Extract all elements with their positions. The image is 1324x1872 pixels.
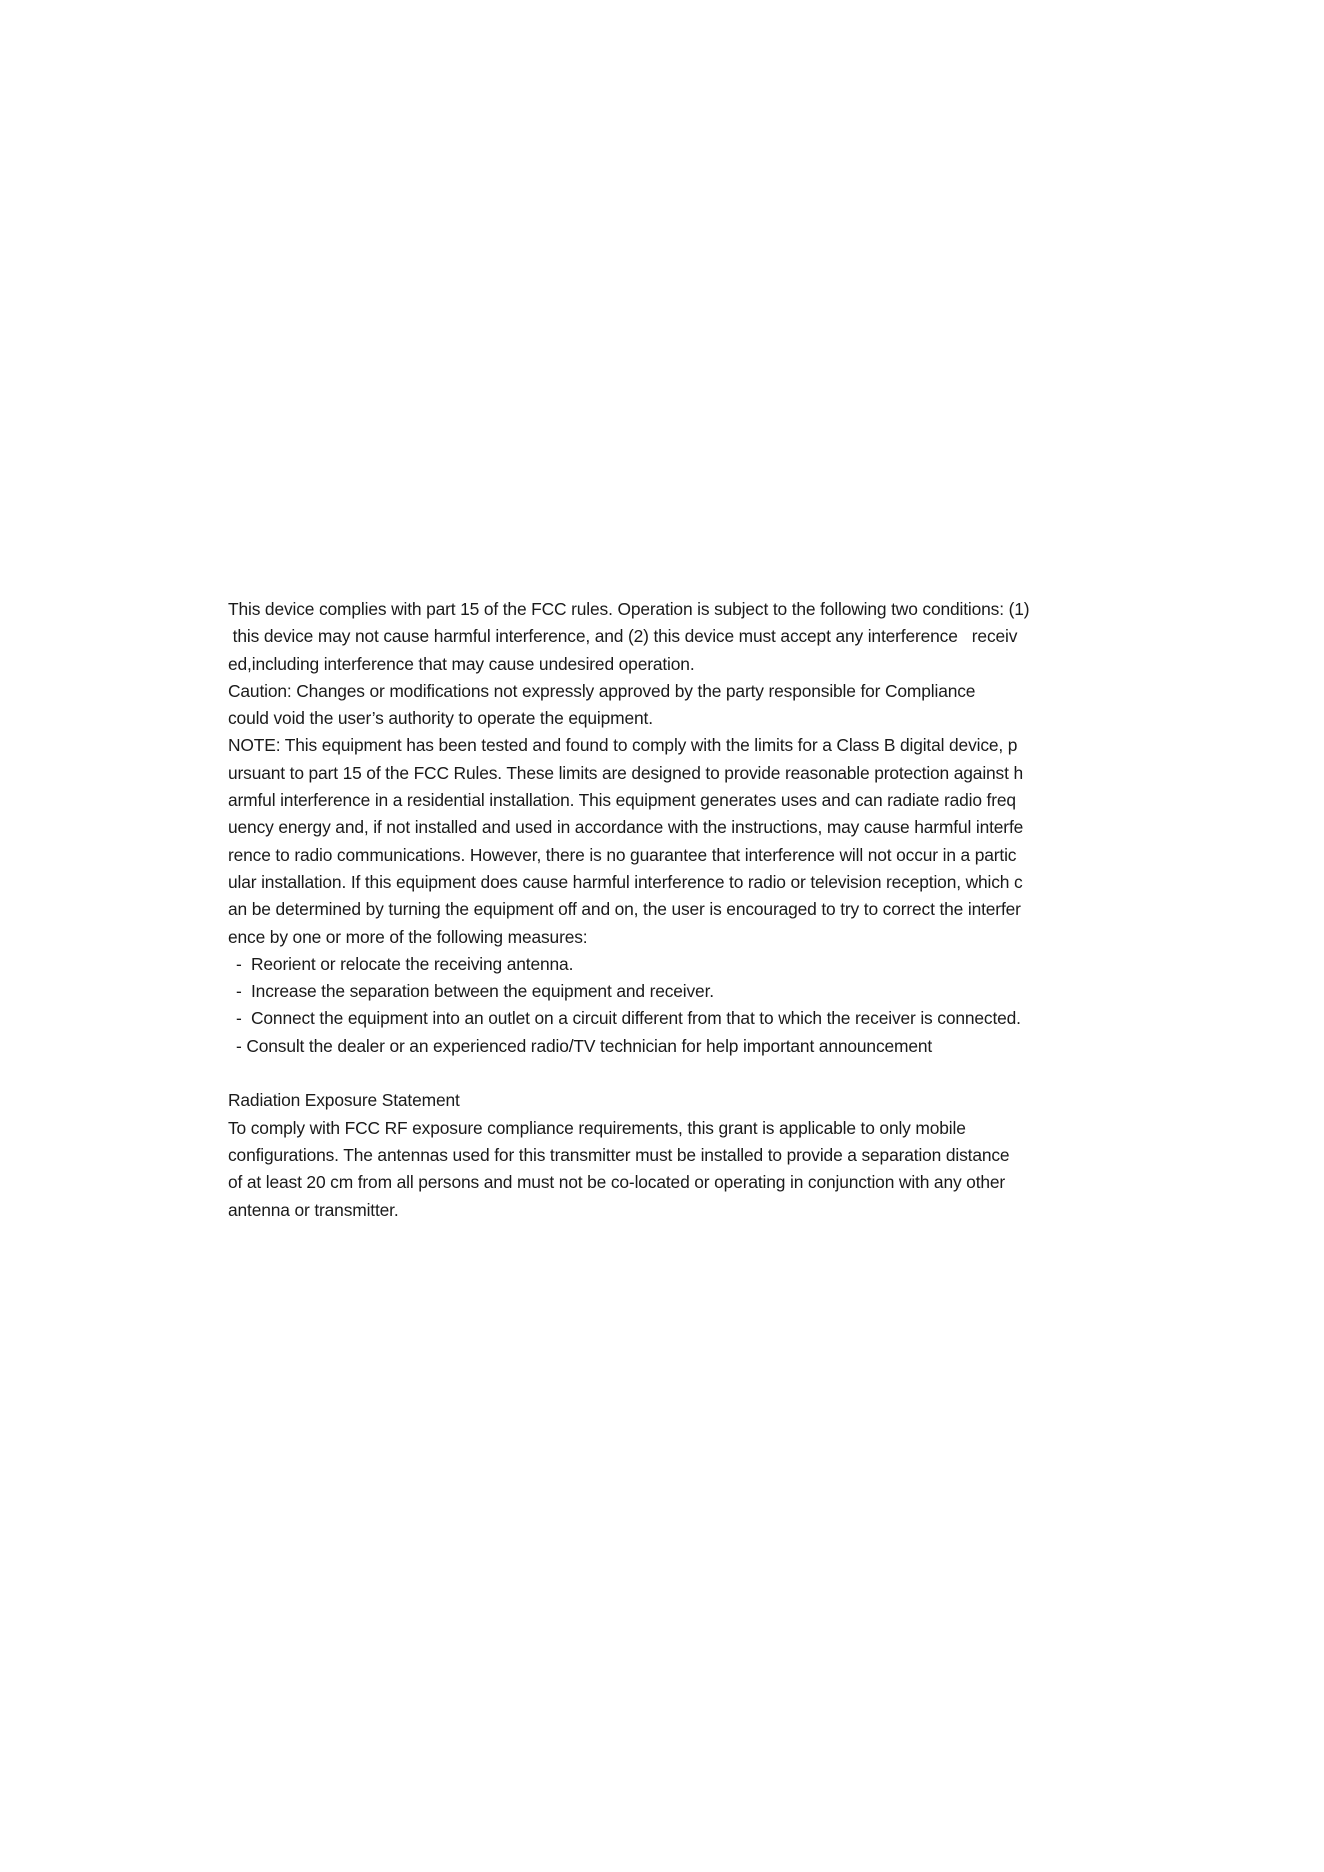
note-line: armful interference in a residential installation. This equipment generates uses and can radiate radio freq [228,790,1016,811]
measure-item: - Connect the equipment into an outlet on a circuit different from that to which the receiver is connected. [236,1008,1021,1029]
radiation-line: of at least 20 cm from all persons and must not be co-located or operating in conjunction with any other [228,1172,1006,1193]
radiation-line: To comply with FCC RF exposure compliance requirements, this grant is applicable to only mobile [228,1117,966,1138]
section-spacer [228,1060,1128,1087]
caution-line: could void the user’s authority to operate the equipment. [228,708,653,729]
measure-item: - Consult the dealer or an experienced radio/TV technician for help important announcement [236,1035,933,1056]
note-line: ence by one or more of the following measures: [228,926,588,947]
radiation-heading: Radiation Exposure Statement [228,1090,460,1111]
note-line: NOTE: This equipment has been tested and found to comply with the limits for a Class B digital device, p [228,735,1018,756]
note-line: uency energy and, if not installed and used in accordance with the instructions, may cause harmful interfe [228,817,1024,838]
note-line: ular installation. If this equipment does cause harmful interference to radio or television reception, which c [228,871,1023,892]
measure-item: - Reorient or relocate the receiving antenna. [236,953,574,974]
fcc-line: This device complies with part 15 of the FCC rules. Operation is subject to the following two conditions: (1) [228,599,1030,619]
note-line: ursuant to part 15 of the FCC Rules. These limits are designed to provide reasonable protection against h [228,762,1023,783]
note-line: an be determined by turning the equipment off and on, the user is encouraged to try to correct the interfer [228,899,1021,920]
measure-item: - Increase the separation between the equipment and receiver. [236,981,714,1002]
radiation-line: antenna or transmitter. [228,1199,399,1220]
fcc-line: ed,including interference that may cause undesired operation. [228,653,695,674]
note-line: rence to radio communications. However, there is no guarantee that interference will not occur in a partic [228,844,1017,865]
fcc-statement-block [228,596,1128,1224]
caution-line: Caution: Changes or modifications not expressly approved by the party responsible for Compliance [228,680,976,701]
fcc-line: this device may not cause harmful interference, and (2) this device must accept any interference receiv [228,626,1018,647]
radiation-line: configurations. The antennas used for this transmitter must be installed to provide a separation distance [228,1144,1010,1165]
